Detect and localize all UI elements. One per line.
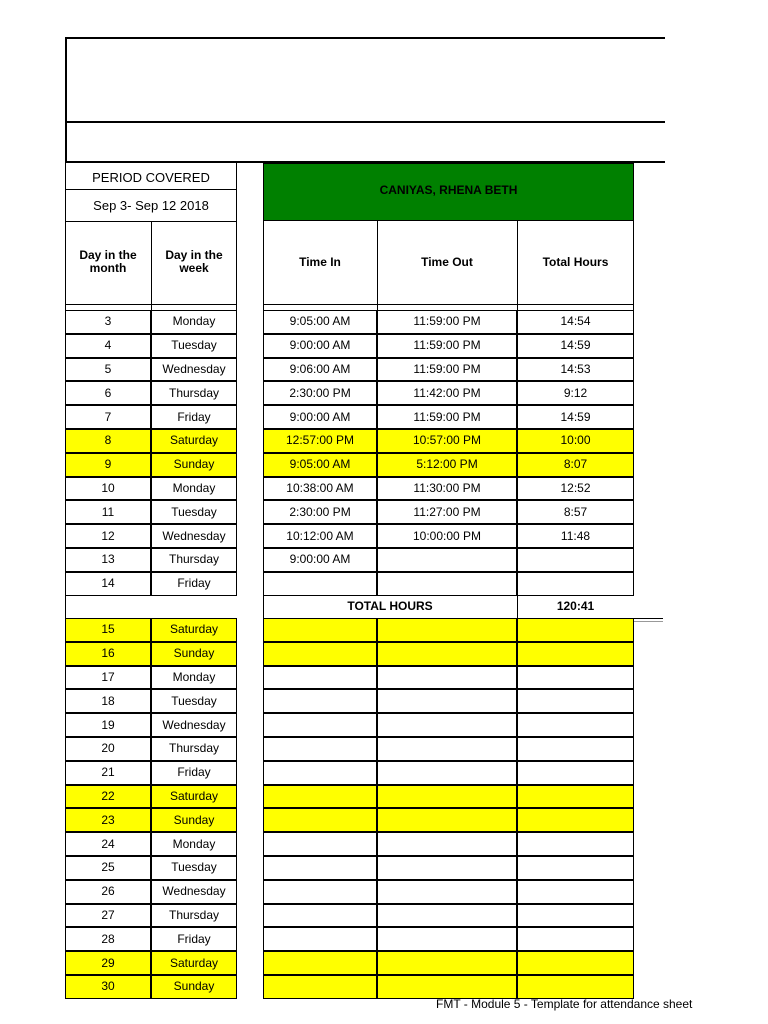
cell-total-hours xyxy=(517,927,634,951)
cell-total-hours xyxy=(517,689,634,713)
cell-time-out xyxy=(377,856,517,880)
cell-time-out xyxy=(377,666,517,690)
cell-time-in: 9:00:00 AM xyxy=(263,334,377,358)
cell-day: 13 xyxy=(65,548,151,572)
cell-time-out: 11:27:00 PM xyxy=(377,500,517,524)
cell-time-in: 2:30:00 PM xyxy=(263,381,377,405)
cell-day: 28 xyxy=(65,927,151,951)
cell-time-in: 9:05:00 AM xyxy=(263,453,377,477)
cell-day: 22 xyxy=(65,785,151,809)
cell-time-in xyxy=(263,856,377,880)
cell-total-hours xyxy=(517,548,634,572)
cell-time-in xyxy=(263,785,377,809)
cell-day: 24 xyxy=(65,832,151,856)
cell-time-in: 9:00:00 AM xyxy=(263,405,377,429)
cell-day: 19 xyxy=(65,713,151,737)
cell-time-out xyxy=(377,572,517,596)
col-total-hours: Total Hours xyxy=(542,254,609,269)
cell-day: 26 xyxy=(65,880,151,904)
cell-time-out: 11:42:00 PM xyxy=(377,381,517,405)
cell-weekday: Monday xyxy=(151,310,237,334)
cell-total-hours: 10:00 xyxy=(517,429,634,453)
cell-time-in: 10:12:00 AM xyxy=(263,524,377,548)
cell-time-in xyxy=(263,666,377,690)
cell-total-hours: 8:57 xyxy=(517,500,634,524)
cell-time-out xyxy=(377,548,517,572)
cell-weekday: Sunday xyxy=(151,975,237,999)
cell-weekday: Tuesday xyxy=(151,500,237,524)
cell-day: 17 xyxy=(65,666,151,690)
cell-time-out xyxy=(377,737,517,761)
cell-total-hours xyxy=(517,951,634,975)
cell-time-in xyxy=(263,713,377,737)
cell-weekday: Saturday xyxy=(151,785,237,809)
cell-time-out: 5:12:00 PM xyxy=(377,453,517,477)
cell-weekday: Monday xyxy=(151,477,237,501)
cell-weekday: Saturday xyxy=(151,618,237,642)
cell-time-out xyxy=(377,880,517,904)
cell-total-hours xyxy=(517,975,634,999)
cell-weekday: Friday xyxy=(151,927,237,951)
cell-time-in: 12:57:00 PM xyxy=(263,429,377,453)
cell-time-in xyxy=(263,572,377,596)
cell-time-out xyxy=(377,975,517,999)
cell-total-hours xyxy=(517,904,634,928)
cell-weekday: Monday xyxy=(151,666,237,690)
cell-day: 5 xyxy=(65,358,151,382)
cell-time-in xyxy=(263,975,377,999)
cell-time-out: 10:00:00 PM xyxy=(377,524,517,548)
col-time-out: Time Out xyxy=(421,254,473,269)
cell-time-in xyxy=(263,689,377,713)
cell-time-out xyxy=(377,808,517,832)
cell-time-in xyxy=(263,642,377,666)
cell-day: 4 xyxy=(65,334,151,358)
cell-day: 10 xyxy=(65,477,151,501)
cell-weekday: Thursday xyxy=(151,904,237,928)
cell-weekday: Saturday xyxy=(151,951,237,975)
cell-day: 20 xyxy=(65,737,151,761)
cell-day: 30 xyxy=(65,975,151,999)
col-day-week: Day in the week xyxy=(165,248,223,275)
cell-total-hours xyxy=(517,832,634,856)
cell-total-hours xyxy=(517,713,634,737)
cell-time-in xyxy=(263,927,377,951)
cell-weekday: Sunday xyxy=(151,808,237,832)
cell-weekday: Friday xyxy=(151,572,237,596)
employee-name: CANIYAS, RHENA BETH xyxy=(379,182,518,197)
cell-weekday: Saturday xyxy=(151,429,237,453)
period-label: PERIOD COVERED xyxy=(92,169,210,185)
period-divider xyxy=(65,189,237,190)
cell-time-out xyxy=(377,713,517,737)
cell-total-hours xyxy=(517,642,634,666)
cell-total-hours: 14:53 xyxy=(517,358,634,382)
footer-note: FMT - Module 5 - Template for attendance sheet xyxy=(436,997,693,1011)
cell-total-hours xyxy=(517,880,634,904)
cell-total-hours xyxy=(517,761,634,785)
cell-total-hours: 12:52 xyxy=(517,477,634,501)
total-hours-value: 120:41 xyxy=(556,599,595,613)
cell-day: 15 xyxy=(65,618,151,642)
cell-time-in xyxy=(263,880,377,904)
cell-weekday: Thursday xyxy=(151,548,237,572)
cell-day: 6 xyxy=(65,381,151,405)
cell-weekday: Wednesday xyxy=(151,713,237,737)
cell-time-out: 11:30:00 PM xyxy=(377,477,517,501)
cell-weekday: Friday xyxy=(151,405,237,429)
cell-day: 3 xyxy=(65,310,151,334)
cell-total-hours xyxy=(517,785,634,809)
cell-time-out: 11:59:00 PM xyxy=(377,358,517,382)
cell-weekday: Sunday xyxy=(151,453,237,477)
cell-time-in xyxy=(263,808,377,832)
cell-total-hours xyxy=(517,808,634,832)
cell-total-hours xyxy=(517,666,634,690)
cell-weekday: Tuesday xyxy=(151,689,237,713)
cell-time-in xyxy=(263,951,377,975)
cell-weekday: Tuesday xyxy=(151,856,237,880)
cell-day: 21 xyxy=(65,761,151,785)
cell-time-in: 10:38:00 AM xyxy=(263,477,377,501)
cell-time-in xyxy=(263,618,377,642)
cell-time-in xyxy=(263,904,377,928)
cell-time-in: 9:00:00 AM xyxy=(263,548,377,572)
cell-total-hours xyxy=(517,737,634,761)
cell-weekday: Wednesday xyxy=(151,358,237,382)
cell-total-hours: 11:48 xyxy=(517,524,634,548)
cell-weekday: Friday xyxy=(151,761,237,785)
cell-total-hours xyxy=(517,618,634,642)
cell-day: 11 xyxy=(65,500,151,524)
cell-time-out xyxy=(377,785,517,809)
cell-time-out xyxy=(377,761,517,785)
title-frame xyxy=(65,37,665,163)
col-time-in: Time In xyxy=(299,254,341,269)
cell-day: 12 xyxy=(65,524,151,548)
cell-time-in xyxy=(263,761,377,785)
cell-total-hours xyxy=(517,572,634,596)
cell-weekday: Sunday xyxy=(151,642,237,666)
col-divider xyxy=(151,221,152,305)
cell-day: 8 xyxy=(65,429,151,453)
cell-day: 27 xyxy=(65,904,151,928)
cell-time-out: 11:59:00 PM xyxy=(377,310,517,334)
cell-weekday: Thursday xyxy=(151,737,237,761)
col-day-month: Day in the month xyxy=(79,248,137,275)
cell-time-out xyxy=(377,832,517,856)
title-divider xyxy=(65,121,665,123)
cell-day: 18 xyxy=(65,689,151,713)
cell-total-hours: 8:07 xyxy=(517,453,634,477)
cell-day: 29 xyxy=(65,951,151,975)
cell-time-in: 9:06:00 AM xyxy=(263,358,377,382)
cell-total-hours: 14:54 xyxy=(517,310,634,334)
cell-total-hours: 14:59 xyxy=(517,334,634,358)
cell-time-in: 9:05:00 AM xyxy=(263,310,377,334)
cell-time-out xyxy=(377,951,517,975)
cell-total-hours: 14:59 xyxy=(517,405,634,429)
cell-weekday: Thursday xyxy=(151,381,237,405)
total-row-underline xyxy=(634,621,663,622)
cell-time-in: 2:30:00 PM xyxy=(263,500,377,524)
cell-time-out: 10:57:00 PM xyxy=(377,429,517,453)
cell-time-in xyxy=(263,737,377,761)
cell-time-out xyxy=(377,927,517,951)
cell-time-in xyxy=(263,832,377,856)
cell-time-out xyxy=(377,618,517,642)
cell-day: 7 xyxy=(65,405,151,429)
cell-weekday: Monday xyxy=(151,832,237,856)
cell-day: 14 xyxy=(65,572,151,596)
cell-total-hours xyxy=(517,856,634,880)
cell-total-hours: 9:12 xyxy=(517,381,634,405)
total-hours-label: TOTAL HOURS xyxy=(347,599,433,613)
cell-time-out: 11:59:00 PM xyxy=(377,405,517,429)
cell-time-out xyxy=(377,689,517,713)
cell-time-out xyxy=(377,904,517,928)
cell-weekday: Wednesday xyxy=(151,524,237,548)
period-value: Sep 3- Sep 12 2018 xyxy=(93,197,209,213)
cell-day: 25 xyxy=(65,856,151,880)
cell-weekday: Tuesday xyxy=(151,334,237,358)
cell-day: 16 xyxy=(65,642,151,666)
cell-weekday: Wednesday xyxy=(151,880,237,904)
total-row-left-spacer xyxy=(65,595,237,619)
cell-time-out: 11:59:00 PM xyxy=(377,334,517,358)
cell-day: 9 xyxy=(65,453,151,477)
cell-time-out xyxy=(377,642,517,666)
cell-day: 23 xyxy=(65,808,151,832)
